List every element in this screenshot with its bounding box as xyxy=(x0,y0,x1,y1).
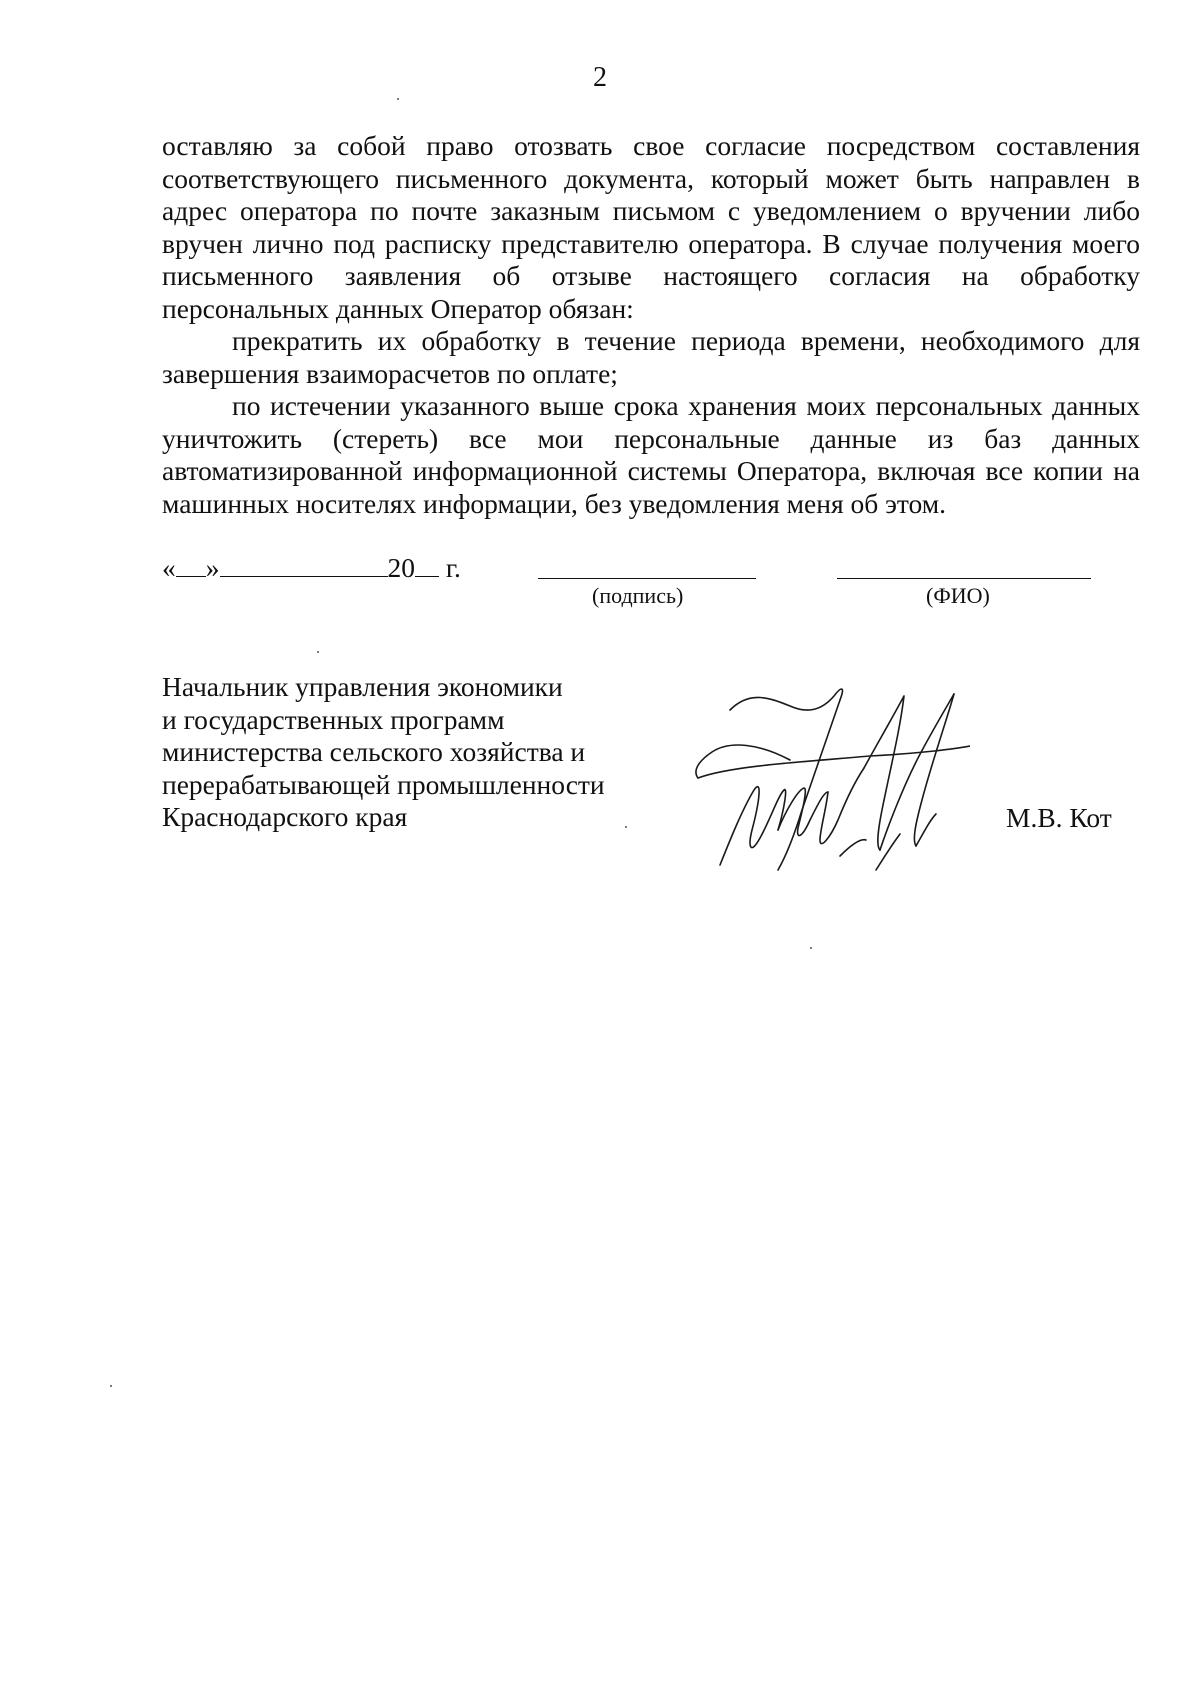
consent-paragraph-destroy-data: по истечении указанного выше срока хранения моих персональных данных уничтожить (стереть) все мои персональные данные из баз данных автоматизированной информационной системы Оператора, включая все копии на машинных носителях информации, без уведомления меня об этом. xyxy=(162,390,1140,519)
consent-paragraph-withdrawal: оставляю за собой право отозвать свое согласие посредством составления соответствующего письменного документа, который может быть направлен в адрес оператора по почте заказным письмом с уведомлением о вручении либо вручен лично под расписку представителю оператора. В случае получения моего письменного заявления об отзыве настоящего согласия на обработку персональных данных Оператор обязан: xyxy=(162,130,1140,324)
year-suffix: г. xyxy=(445,552,461,583)
scan-speck xyxy=(110,1385,112,1387)
date-signature-row xyxy=(162,552,1142,612)
scan-speck xyxy=(397,98,399,100)
date-close-quote: » xyxy=(205,552,220,583)
page-number: 2 xyxy=(593,62,607,93)
handwritten-signature xyxy=(690,670,970,880)
signature-line xyxy=(538,552,756,579)
position-line: и государственных программ xyxy=(162,703,505,735)
day-blank xyxy=(176,552,206,577)
position-line: перерабатывающей промышленности xyxy=(162,768,605,800)
scan-speck xyxy=(810,947,812,949)
year-prefix: 20 xyxy=(387,552,415,583)
date-open-quote: « xyxy=(162,552,176,583)
full-name-line xyxy=(837,552,1091,579)
official-position xyxy=(162,671,605,834)
scan-speck xyxy=(317,651,319,653)
position-line: Начальник управления экономики xyxy=(162,671,563,702)
position-line: Краснодарского края xyxy=(162,801,408,833)
position-line: министерства сельского хозяйства и xyxy=(162,736,586,768)
full-name-caption: (ФИО) xyxy=(926,583,990,608)
scan-speck xyxy=(625,826,627,828)
month-blank xyxy=(220,552,388,577)
year-blank xyxy=(415,552,439,577)
signer-name: М.В. Кот xyxy=(1006,802,1112,833)
consent-paragraph-stop-processing: прекратить их обработку в течение периода времени, необходимого для завершения взаиморасчетов по оплате; xyxy=(162,325,1140,389)
date-field xyxy=(162,552,461,584)
signature-caption: (подпись) xyxy=(592,583,684,608)
